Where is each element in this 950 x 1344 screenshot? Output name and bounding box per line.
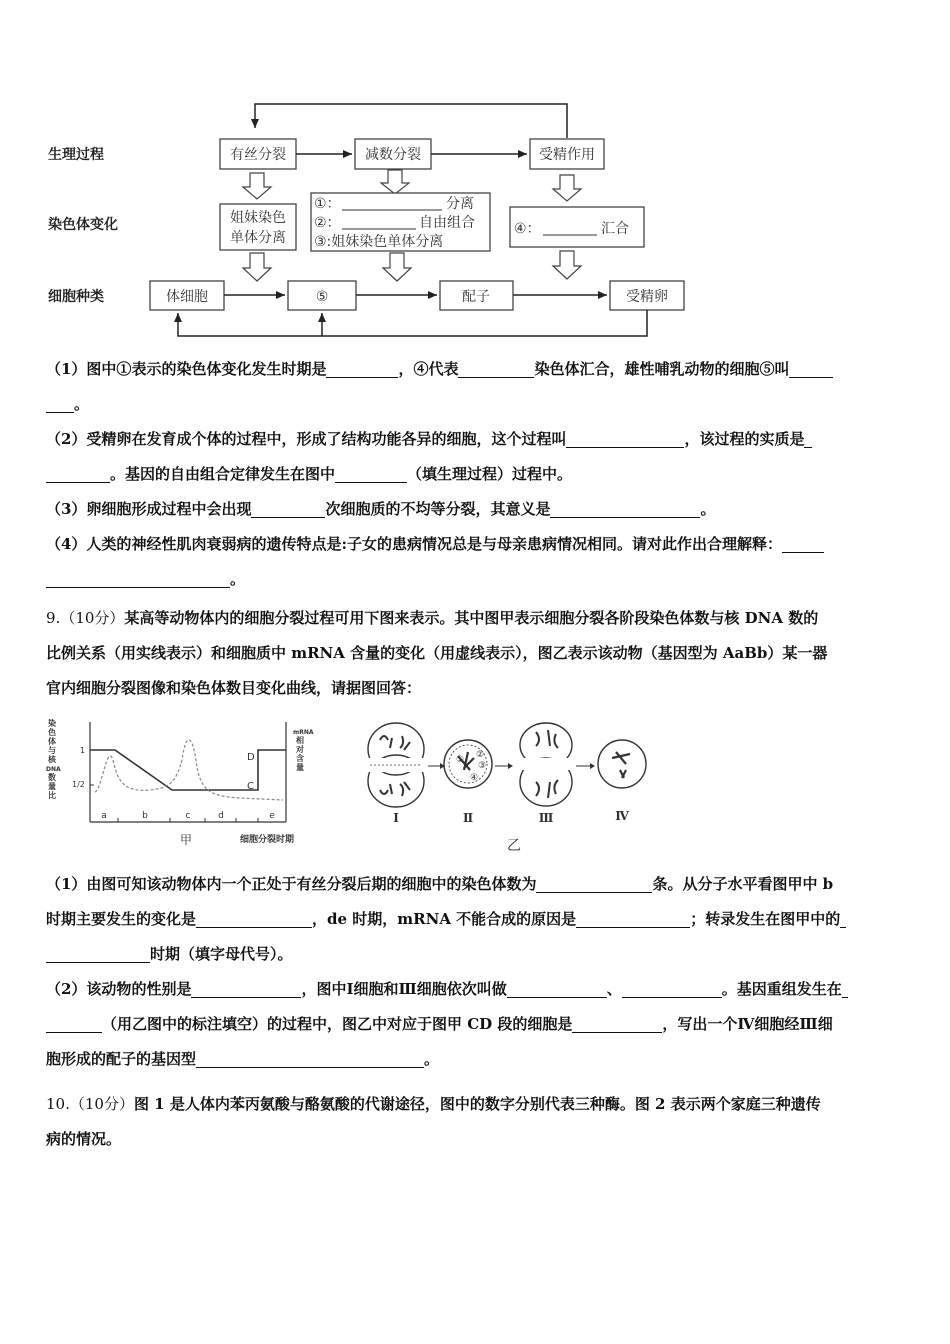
- gamete-label: 配子: [462, 289, 490, 305]
- jia-tick-1: 1: [80, 746, 86, 755]
- jia-phase-e: e: [269, 811, 275, 821]
- cell-iii: [520, 723, 572, 806]
- q9-stem-1: 某高等动物体内的细胞分裂过程可用下图来表示。其中图甲表示细胞分裂各阶段染色体数与核 DNA 数的: [124, 609, 819, 627]
- q8-line-5: [46, 492, 908, 527]
- jia-y-char-5: DNA: [46, 766, 61, 773]
- down-arrow-2: [381, 170, 409, 194]
- q10-score: （10分）: [69, 1095, 134, 1113]
- q9-blank-4-cont: [46, 944, 150, 963]
- jia-point-d: D: [247, 752, 255, 763]
- q8-p3-b: 次细胞质的不均等分裂，其意义是: [325, 500, 551, 518]
- q8-p4-a: （4）人类的神经性肌肉衰弱病的遗传特点是:子女的患病情况总是与母亲患病情况相同。请对此作出合理解释：: [46, 535, 782, 553]
- box-meiosis-label: 减数分裂: [365, 147, 421, 163]
- q9-number: 9.: [46, 609, 61, 627]
- flowchart-graphic: [0, 0, 950, 345]
- q9-blank-4: [840, 909, 846, 928]
- jia-mrna-line: [95, 740, 283, 800]
- q8-p3-end: 。: [700, 500, 716, 518]
- q9-q2-f: ，写出一个Ⅳ细胞经Ⅲ细: [662, 1015, 833, 1033]
- q9-q2-c: 、: [606, 980, 622, 998]
- down-arrow-4: [243, 253, 271, 281]
- q8-blank-3: [789, 359, 833, 378]
- change-item1-prefix: ①：: [314, 196, 341, 212]
- jia-ratio-line: [90, 750, 286, 790]
- q9-blank-5: [191, 979, 301, 998]
- figure-q9: [0, 712, 950, 862]
- cell-iv-label: Ⅳ: [615, 809, 629, 823]
- somatic-cell-label: 体细胞: [166, 289, 208, 305]
- q8-p2-c: 。基因的自由组合定律发生在图中: [110, 465, 336, 483]
- q8-blank-3-cont: [46, 394, 74, 413]
- question-9-subs: [46, 867, 908, 1077]
- q8-blank-6: [335, 464, 407, 483]
- q8-line-7: [46, 562, 908, 597]
- cell-ii-label: Ⅱ: [462, 811, 474, 825]
- q9-blank-8-cont: [46, 1014, 102, 1033]
- question-8: [46, 352, 908, 597]
- q8-blank-9: [782, 534, 824, 553]
- box-fertilization-label: 受精作用: [539, 147, 595, 163]
- graph-jia: [46, 718, 314, 847]
- cell-i: [368, 723, 424, 807]
- q8-p2-a: （2）受精卵在发育成个体的过程中，形成了结构功能各异的细胞，这个过程叫: [46, 430, 567, 448]
- jia-y-char-4: 核: [48, 755, 56, 764]
- q9-blank-7: [622, 979, 722, 998]
- q10-line-2: [46, 1122, 908, 1157]
- q8-blank-7: [251, 499, 325, 518]
- q9-q2-end: 。: [424, 1050, 440, 1068]
- q9-sub-line-3: [46, 937, 908, 972]
- q8-p1-end: 。: [74, 395, 90, 413]
- q8-p1-b: ，④代表: [398, 360, 459, 378]
- question-10: [46, 1087, 908, 1157]
- meiosis-flowchart: [0, 0, 950, 345]
- row-label-cell: 细胞种类: [48, 289, 104, 305]
- q9-q1-d: ，de 时期，mRNA 不能合成的原因是: [312, 910, 577, 928]
- jia-x-label: 细胞分裂时期: [240, 835, 295, 845]
- jia-phase-c: c: [185, 811, 191, 821]
- row-label-chromosome: 染色体变化: [48, 217, 118, 233]
- question-9-stem: [46, 601, 908, 706]
- jia-phase-a: a: [101, 811, 107, 821]
- q10-stem-2: 病的情况。: [46, 1130, 122, 1148]
- change-item4-suffix: 汇合: [601, 221, 629, 237]
- jia-y-char-2: 体: [48, 737, 56, 746]
- q10-line-1: [46, 1087, 908, 1122]
- q9-stem-2: 比例关系（用实线表示）和细胞质中 mRNA 含量的变化（用虚线表示），图乙表示该动物（基因型为 AaBb）某一器: [46, 644, 828, 662]
- jia-y-char-7: 量: [48, 782, 56, 791]
- q10-stem-1: 图 1 是人体内苯丙氨酸与酪氨酸的代谢途径，图中的数字分别代表三种酶。图 2 表示两个家庭三种遗传: [133, 1095, 821, 1113]
- sister-chromatid-line1: 姐妹染色: [230, 210, 286, 226]
- q9-blank-3: [576, 909, 690, 928]
- q8-line-1: [46, 352, 908, 387]
- q9-q1-c: 时期主要发生的变化是: [46, 910, 197, 928]
- jia-point-c: C: [247, 781, 254, 792]
- down-arrow-5: [383, 253, 411, 281]
- q9-q1-b: 条。从分子水平看图甲中 b: [652, 875, 834, 893]
- jia-caption: 甲: [179, 833, 193, 847]
- q9-blank-2: [196, 909, 312, 928]
- box-mitosis-label: 有丝分裂: [230, 147, 286, 163]
- q9-sub-line-2: [46, 902, 908, 937]
- q9-blank-9: [572, 1014, 662, 1033]
- q10-number: 10.: [46, 1095, 70, 1113]
- q8-blank-5: [804, 429, 812, 448]
- q9-q1-f: 时期（填字母代号）。: [150, 945, 293, 963]
- q8-p3-a: （3）卵细胞形成过程中会出现: [46, 500, 252, 518]
- jia-phase-b: b: [142, 811, 148, 821]
- q8-line-3: [46, 422, 908, 457]
- q9-q2-e: （用乙图中的标注填空）的过程中，图乙中对应于图甲 CD 段的细胞是: [102, 1015, 573, 1033]
- q8-blank-2: [458, 359, 534, 378]
- q9-score: （10分）: [60, 609, 125, 627]
- q9-sub-line-4: [46, 972, 908, 1007]
- cell-iii-label: Ⅲ: [538, 811, 554, 825]
- q9-sub-line-6: [46, 1042, 908, 1077]
- jia-y-char-0: 染: [48, 719, 56, 728]
- sister-chromatid-line2: 单体分离: [230, 230, 286, 246]
- change-item3: ③:姐妹染色单体分离: [314, 234, 444, 250]
- q8-blank-8: [550, 499, 700, 518]
- q8-p1-a: （1）图中①表示的染色体变化发生时期是: [46, 360, 327, 378]
- q8-line-2: [46, 387, 908, 422]
- jia-r-char-1: 相: [296, 736, 304, 745]
- q9-sub-line-1: [46, 867, 908, 902]
- q9-q2-b: ，图中Ⅰ细胞和Ⅲ细胞依次叫做: [301, 980, 507, 998]
- jia-y-char-1: 色: [48, 728, 56, 737]
- jia-y-char-6: 数: [48, 773, 56, 782]
- down-arrow-3: [553, 175, 581, 201]
- q9-sub-line-5: [46, 1007, 908, 1042]
- change-item1-suffix: 分离: [446, 196, 474, 212]
- q8-blank-1: [326, 359, 398, 378]
- q8-p4-end: 。: [230, 570, 246, 588]
- zygote-label: 受精卵: [626, 289, 668, 305]
- q9-stem-line-1: [46, 601, 908, 636]
- jia-r-char-2: 对: [296, 745, 304, 754]
- q8-line-6: [46, 527, 908, 562]
- q9-blank-1: [536, 874, 652, 893]
- cell-iv: [598, 740, 646, 788]
- jia-y-char-8: 比: [48, 791, 56, 800]
- yi-caption: 乙: [507, 838, 521, 854]
- jia-r-char-4: 量: [296, 763, 304, 772]
- q8-blank-9-cont: [46, 569, 230, 588]
- change-item2-prefix: ②：: [314, 215, 341, 231]
- q8-p2-d: （填生理过程）过程中。: [407, 465, 573, 483]
- jia-r-char-0: mRNA: [293, 729, 314, 736]
- q9-stem-line-2: [46, 636, 908, 671]
- q8-blank-4: [566, 429, 684, 448]
- change-item2-suffix: 自由组合: [419, 215, 475, 231]
- graph-yi: [368, 723, 646, 854]
- q9-q1-a: （1）由图可知该动物体内一个正处于有丝分裂后期的细胞中的染色体数为: [46, 875, 537, 893]
- q9-q2-a: （2）该动物的性别是: [46, 980, 192, 998]
- q9-stem-3: 官内细胞分裂图像和染色体数目变化曲线，请据图回答：: [46, 679, 422, 697]
- q9-q1-e: ；转录发生在图甲中的: [690, 910, 841, 928]
- chromosome-mark-1: ①: [456, 755, 465, 765]
- q9-blank-8: [842, 979, 848, 998]
- change-item4-prefix: ④：: [514, 221, 541, 237]
- q9-q2-g: 胞形成的配子的基因型: [46, 1050, 197, 1068]
- q9-q2-d: 。基因重组发生在: [721, 980, 842, 998]
- chromosome-mark-4: ④: [470, 773, 479, 783]
- figure-q9-graphic: [0, 712, 950, 862]
- chromosome-mark-3: ③: [478, 761, 487, 771]
- jia-tick-half: 1/2: [72, 780, 85, 789]
- cell-i-label: Ⅰ: [393, 811, 399, 825]
- down-arrow-6: [553, 251, 581, 279]
- q8-p1-c: 染色体汇合，雄性哺乳动物的细胞⑤叫: [534, 360, 790, 378]
- q8-blank-5-cont: [46, 464, 110, 483]
- jia-y-char-3: 与: [48, 746, 56, 755]
- q9-blank-10: [196, 1049, 424, 1068]
- cell-five-label: ⑤: [315, 289, 329, 305]
- row-label-process: 生理过程: [48, 147, 104, 163]
- down-arrow-1: [243, 173, 271, 199]
- q9-stem-line-3: [46, 671, 908, 706]
- jia-r-char-3: 含: [296, 754, 304, 763]
- q8-p2-b: ，该过程的实质是: [684, 430, 805, 448]
- q8-line-4: [46, 457, 908, 492]
- chromosome-mark-2: ②: [476, 750, 485, 760]
- q9-blank-6: [507, 979, 607, 998]
- jia-phase-d: d: [218, 811, 224, 821]
